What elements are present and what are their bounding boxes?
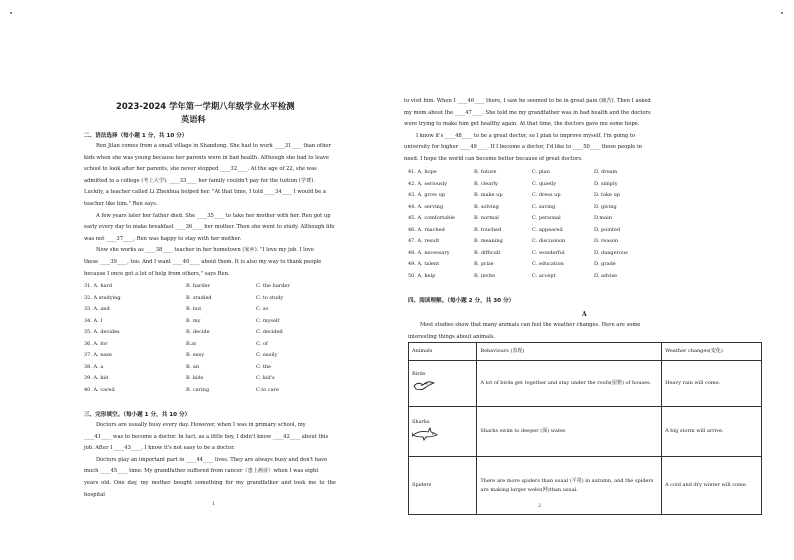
option-c: C. personal bbox=[532, 215, 561, 221]
passage-line: A few years later her father died. She ____35____ to take her mother with her. Ren got up bbox=[96, 212, 331, 219]
option-c: C. accept bbox=[532, 272, 556, 279]
option-a: 35. A. decides bbox=[84, 329, 120, 335]
option-c: C.to care bbox=[256, 386, 279, 393]
option-a: 41. A. hope bbox=[408, 169, 437, 175]
passage-line: Most studies show that many animals can feel the weather changes. Here are some bbox=[420, 322, 641, 328]
scan-mark bbox=[10, 12, 12, 14]
option-b: B. harder bbox=[186, 283, 210, 289]
option-d: D.main bbox=[594, 215, 612, 221]
passage-line: Doctors are usually busy every day. However, when I was in primary school, my bbox=[96, 422, 306, 428]
option-c: C. education bbox=[532, 261, 564, 267]
passage-line: university for higher ____49____. If I become a doctor, I'd like to ____50____ those people in bbox=[404, 144, 642, 151]
option-a: 43. A. grow up bbox=[408, 192, 446, 198]
option-d: D. dangerous bbox=[594, 249, 628, 256]
option-d: D. giving bbox=[594, 203, 617, 210]
option-b: B. an bbox=[186, 363, 200, 370]
behaviour-cell: There are more spiders than usual (平常) in autumn, and the spiders are making larger webs(网)than usual. bbox=[477, 457, 662, 515]
option-b: B. clearly bbox=[474, 180, 499, 187]
option-a: 45. A. comfortable bbox=[408, 215, 455, 221]
option-c: C. so bbox=[256, 306, 269, 312]
option-d: D. pointed bbox=[594, 226, 621, 233]
option-b: B. future bbox=[474, 169, 497, 175]
passage-line: I know it's ____48____ to be a great doctor, so I plan to improve myself. I'm going to bbox=[416, 132, 636, 139]
behaviour-cell: Sharks swim to deeper (深) water. bbox=[477, 407, 662, 457]
option-a: 32. A studying. bbox=[84, 294, 123, 301]
passage-line: Now she works as ____38____ teacher in her hometown (家乡). "I love my job. I love bbox=[96, 247, 314, 254]
option-a: 36. A. for bbox=[84, 340, 108, 347]
passage-line: these ____39____, too. And I want ____40____ about them. It is also my way to thank people bbox=[84, 258, 322, 265]
option-a: 37. A. ease bbox=[84, 352, 112, 358]
option-a: 39. A. kid bbox=[84, 375, 109, 381]
option-b: B.at bbox=[186, 340, 197, 347]
option-b: B. my bbox=[186, 317, 201, 324]
option-d: D. simply bbox=[594, 180, 618, 187]
option-d: D. take up bbox=[594, 192, 620, 198]
table-row bbox=[409, 361, 762, 407]
option-a: 44. A. serving bbox=[408, 203, 444, 210]
animal-cell bbox=[409, 361, 477, 407]
column-header: Animals bbox=[409, 343, 477, 361]
option-c: C. dress up bbox=[532, 192, 561, 198]
column-header: Weather changes(变化) bbox=[662, 343, 762, 361]
weather-cell: Heavy rain will come. bbox=[662, 361, 762, 407]
option-b: B. difficult bbox=[474, 249, 501, 256]
option-d: D. grade bbox=[594, 261, 616, 267]
option-b: B. invite bbox=[474, 272, 496, 279]
option-c: C. the bbox=[256, 363, 272, 370]
passage-line: teacher like him." Ren says. bbox=[84, 200, 158, 207]
option-c: C. quietly bbox=[532, 180, 557, 187]
passage-line: Doctors play an important part in ____44____ lives. They are always busy and don't have bbox=[96, 456, 328, 463]
option-c: C. decided bbox=[256, 329, 283, 335]
option-c: C. plan bbox=[532, 169, 550, 175]
option-a: 49. A. talent bbox=[408, 261, 440, 267]
option-d: D. dream bbox=[594, 169, 618, 175]
passage-line: to visit him. When I ____46____ there, I saw he seemed to be in great pain (痛苦). Then I asked bbox=[404, 98, 651, 104]
option-c: C. the harder bbox=[256, 283, 290, 289]
option-c: C. of bbox=[256, 340, 268, 347]
passage-line: school to look after her parents, she never stopped ____32____. At the age of 22, she was bbox=[84, 166, 317, 173]
passage-line: were trying to make him get healthy again. At that time, the doctors gave me some hope. bbox=[404, 121, 640, 128]
table-header-row bbox=[409, 343, 762, 361]
cloze-continued bbox=[404, 96, 660, 166]
option-a: 42. A. seriously bbox=[408, 180, 448, 187]
passage-line: ____41____ was to become a doctor. In fact, as a little boy, I didn't know ____42____ about this bbox=[84, 433, 329, 440]
subject-title: 英语科 bbox=[181, 114, 206, 124]
animal-name: Spiders bbox=[412, 482, 432, 488]
animal-name: Birds bbox=[412, 371, 426, 377]
passage-line: Ren Jilan comes from a small village in Shandong. She had to work ____31____ than other bbox=[96, 143, 331, 149]
animal-cell bbox=[409, 407, 477, 457]
option-b: B. kids bbox=[186, 375, 204, 381]
option-b: B. normal bbox=[474, 215, 499, 221]
option-a: 38. A. a bbox=[84, 363, 104, 370]
passage-line: interesting things about animals. bbox=[408, 333, 496, 340]
exam-title: 2023-2024 学年第一学期八年级学业水平检测 bbox=[116, 101, 295, 111]
option-a: 40. A. cared bbox=[84, 386, 115, 393]
option-b: B. touched bbox=[474, 226, 502, 233]
option-c: C. myself bbox=[256, 317, 280, 324]
passage-line: because I once got a lot of help from others," says Ren. bbox=[84, 270, 230, 277]
grammar-passage bbox=[84, 141, 336, 280]
passage-line: Luckily, a teacher called Li Zhenhua helped her. "At that time, I told ____34____ I would be a bbox=[84, 189, 327, 196]
shark-icon bbox=[412, 427, 438, 441]
passage-line: job. After I ____43____, I know it's not easy to be a doctor. bbox=[84, 445, 235, 452]
option-d: D. reason bbox=[594, 238, 619, 244]
option-a: 48. A. necessary bbox=[408, 249, 450, 256]
animal-cell bbox=[409, 457, 477, 515]
option-c: C. appeared bbox=[532, 226, 563, 233]
option-c: C. kid's bbox=[256, 375, 275, 381]
option-b: B. make up bbox=[474, 192, 503, 198]
option-b: B. prize bbox=[474, 261, 494, 267]
option-a: 31. A. hard bbox=[84, 283, 113, 289]
passage-line: kids when she was young because her parents were in bad health. Although she had to leave bbox=[84, 154, 329, 161]
option-d: D. advise bbox=[594, 272, 618, 279]
section3-heading: 三、完形填空。（每小题 1 分，共 10 分） bbox=[84, 412, 191, 418]
passage-line: early every day to make breakfast ____36____ her mother. Then she went to study. Although life bbox=[84, 224, 335, 231]
passage-line: years old. One day, my mother bought something for my grandfather and took me to the hospital bbox=[84, 479, 336, 498]
option-b: B. decide bbox=[186, 329, 210, 335]
option-a: 34. A. I bbox=[84, 317, 103, 324]
option-b: B. solving bbox=[474, 203, 499, 210]
reading-intro bbox=[408, 320, 662, 343]
animal-name: Sharks bbox=[412, 419, 430, 425]
page-number: 1 bbox=[212, 501, 216, 507]
option-a: 33. A. and bbox=[84, 306, 110, 312]
passage-line: need. I hope the world can become better because of great doctors. bbox=[404, 155, 583, 162]
scan-mark bbox=[781, 12, 783, 14]
column-header: Behaviours (表现) bbox=[477, 343, 662, 361]
table-row bbox=[409, 407, 762, 457]
option-c: C. discussion bbox=[532, 238, 566, 244]
option-c: C. wonderful bbox=[532, 249, 565, 256]
option-c: C. saving bbox=[532, 203, 556, 210]
passage-line: my mom about the ____47____. She told me my grandfather was in bad health and the doctors bbox=[404, 109, 651, 116]
option-a: 46. A. reached bbox=[408, 226, 445, 233]
behaviour-cell: A lot of birds get together and stay under the roofs(屋檐) of houses. bbox=[477, 361, 662, 407]
option-b: B. meaning bbox=[474, 238, 503, 244]
weather-signs-table bbox=[408, 342, 762, 515]
section4-heading: 四、阅读理解。（每小题 2 分，共 30 分） bbox=[408, 298, 515, 304]
option-c: C. to study bbox=[256, 294, 284, 301]
cloze-passage bbox=[84, 420, 336, 501]
weather-cell: A big storm will arrive. bbox=[662, 407, 762, 457]
option-b: B. caring bbox=[186, 386, 210, 393]
weather-cell: A cold and dry winter will come. bbox=[662, 457, 762, 515]
option-c: C. easily bbox=[256, 352, 278, 358]
section2-heading: 二、语法选择（每小题 1 分，共 10 分） bbox=[84, 133, 188, 139]
passage-line: much ____45____ time. My grandfather suffered from cancer（患上癌症）when I was eight bbox=[84, 468, 319, 475]
passage-letter: A bbox=[582, 311, 587, 318]
option-b: B. easy bbox=[186, 352, 205, 358]
option-b: B. but bbox=[186, 306, 202, 312]
passage-line: admitted to a college (考上大学). ____33____ her family couldn't pay for the tuition (学费). bbox=[84, 177, 315, 184]
option-a: 47. A. result bbox=[408, 238, 440, 244]
table-row bbox=[409, 457, 762, 515]
bird-icon bbox=[412, 379, 436, 393]
passage-line: was not ____37____, Ren was happy to stay with her mother. bbox=[84, 235, 242, 242]
option-a: 50. A. help bbox=[408, 272, 436, 279]
page-number: 2 bbox=[538, 503, 542, 509]
option-b: B. studied bbox=[186, 294, 212, 301]
